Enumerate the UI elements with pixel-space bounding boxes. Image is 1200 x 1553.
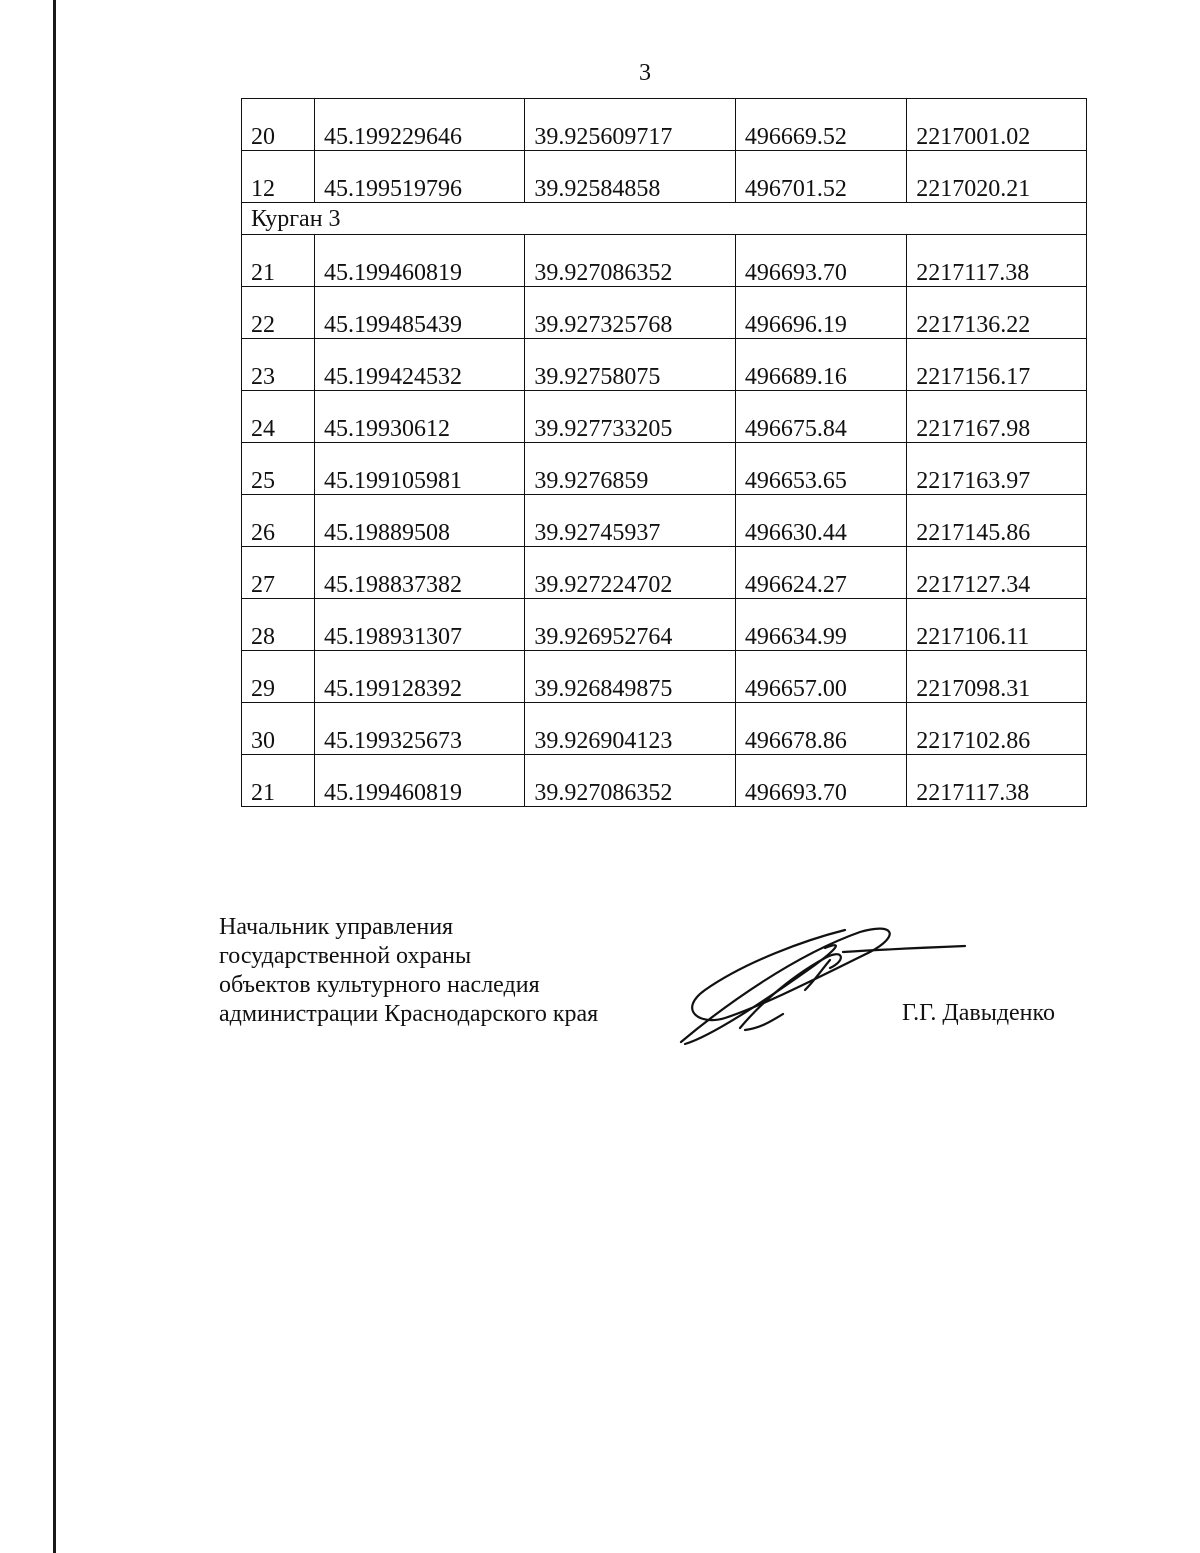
table-row xyxy=(242,495,1087,547)
latitude-cell: 45.199485439 xyxy=(314,287,524,339)
x-coordinate-cell: 496696.19 xyxy=(735,287,906,339)
longitude-cell: 39.926904123 xyxy=(525,703,735,755)
y-coordinate-cell: 2217156.17 xyxy=(907,339,1087,391)
y-coordinate-cell: 2217001.02 xyxy=(907,99,1087,151)
handwritten-signature xyxy=(665,910,975,1060)
point-number: 21 xyxy=(242,755,315,807)
longitude-cell: 39.9276859 xyxy=(525,443,735,495)
table-row xyxy=(242,151,1087,203)
x-coordinate-cell: 496630.44 xyxy=(735,495,906,547)
longitude-cell: 39.926952764 xyxy=(525,599,735,651)
y-coordinate-cell: 2217117.38 xyxy=(907,235,1087,287)
signatory-title-line: администрации Краснодарского края xyxy=(219,1001,599,1027)
point-number: 26 xyxy=(242,495,315,547)
longitude-cell: 39.927325768 xyxy=(525,287,735,339)
y-coordinate-cell: 2217167.98 xyxy=(907,391,1087,443)
latitude-cell: 45.198837382 xyxy=(314,547,524,599)
x-coordinate-cell: 496624.27 xyxy=(735,547,906,599)
latitude-cell: 45.199460819 xyxy=(314,235,524,287)
table-row xyxy=(242,339,1087,391)
table-row xyxy=(242,755,1087,807)
x-coordinate-cell: 496693.70 xyxy=(735,235,906,287)
x-coordinate-cell: 496653.65 xyxy=(735,443,906,495)
x-coordinate-cell: 496634.99 xyxy=(735,599,906,651)
x-coordinate-cell: 496678.86 xyxy=(735,703,906,755)
point-number: 27 xyxy=(242,547,315,599)
point-number: 28 xyxy=(242,599,315,651)
section-header-row xyxy=(242,203,1087,235)
y-coordinate-cell: 2217102.86 xyxy=(907,703,1087,755)
latitude-cell: 45.199229646 xyxy=(314,99,524,151)
signatory-title-line: объектов культурного наследия xyxy=(219,972,540,998)
signatory-title xyxy=(219,913,598,1029)
point-number: 20 xyxy=(242,99,315,151)
point-number: 12 xyxy=(242,151,315,203)
y-coordinate-cell: 2217117.38 xyxy=(907,755,1087,807)
x-coordinate-cell: 496693.70 xyxy=(735,755,906,807)
latitude-cell: 45.199460819 xyxy=(314,755,524,807)
x-coordinate-cell: 496689.16 xyxy=(735,339,906,391)
table-row xyxy=(242,703,1087,755)
y-coordinate-cell: 2217127.34 xyxy=(907,547,1087,599)
longitude-cell: 39.927733205 xyxy=(525,391,735,443)
latitude-cell: 45.199105981 xyxy=(314,443,524,495)
longitude-cell: 39.927224702 xyxy=(525,547,735,599)
latitude-cell: 45.199519796 xyxy=(314,151,524,203)
y-coordinate-cell: 2217098.31 xyxy=(907,651,1087,703)
latitude-cell: 45.198931307 xyxy=(314,599,524,651)
latitude-cell: 45.19930612 xyxy=(314,391,524,443)
x-coordinate-cell: 496669.52 xyxy=(735,99,906,151)
section-title: Курган 3 xyxy=(242,203,1087,235)
y-coordinate-cell: 2217136.22 xyxy=(907,287,1087,339)
longitude-cell: 39.927086352 xyxy=(525,755,735,807)
signatory-title-line: Начальник управления xyxy=(219,914,454,940)
table-row xyxy=(242,391,1087,443)
table-row xyxy=(242,99,1087,151)
longitude-cell: 39.92758075 xyxy=(525,339,735,391)
table-row xyxy=(242,443,1087,495)
longitude-cell: 39.927086352 xyxy=(525,235,735,287)
page-number: 3 xyxy=(639,60,651,86)
point-number: 21 xyxy=(242,235,315,287)
longitude-cell: 39.92745937 xyxy=(525,495,735,547)
point-number: 24 xyxy=(242,391,315,443)
longitude-cell: 39.925609717 xyxy=(525,99,735,151)
x-coordinate-cell: 496701.52 xyxy=(735,151,906,203)
scan-edge-line xyxy=(53,0,56,1553)
signatory-name: Г.Г. Давыденко xyxy=(902,1000,1055,1026)
table-row xyxy=(242,235,1087,287)
point-number: 30 xyxy=(242,703,315,755)
y-coordinate-cell: 2217106.11 xyxy=(907,599,1087,651)
table-row xyxy=(242,599,1087,651)
y-coordinate-cell: 2217163.97 xyxy=(907,443,1087,495)
latitude-cell: 45.199325673 xyxy=(314,703,524,755)
point-number: 25 xyxy=(242,443,315,495)
x-coordinate-cell: 496657.00 xyxy=(735,651,906,703)
latitude-cell: 45.199128392 xyxy=(314,651,524,703)
table-row xyxy=(242,287,1087,339)
x-coordinate-cell: 496675.84 xyxy=(735,391,906,443)
longitude-cell: 39.926849875 xyxy=(525,651,735,703)
table-row xyxy=(242,651,1087,703)
table-row xyxy=(242,547,1087,599)
point-number: 22 xyxy=(242,287,315,339)
point-number: 23 xyxy=(242,339,315,391)
latitude-cell: 45.19889508 xyxy=(314,495,524,547)
latitude-cell: 45.199424532 xyxy=(314,339,524,391)
longitude-cell: 39.92584858 xyxy=(525,151,735,203)
coordinates-table xyxy=(241,98,1087,807)
signatory-title-line: государственной охраны xyxy=(219,943,472,969)
y-coordinate-cell: 2217020.21 xyxy=(907,151,1087,203)
point-number: 29 xyxy=(242,651,315,703)
y-coordinate-cell: 2217145.86 xyxy=(907,495,1087,547)
